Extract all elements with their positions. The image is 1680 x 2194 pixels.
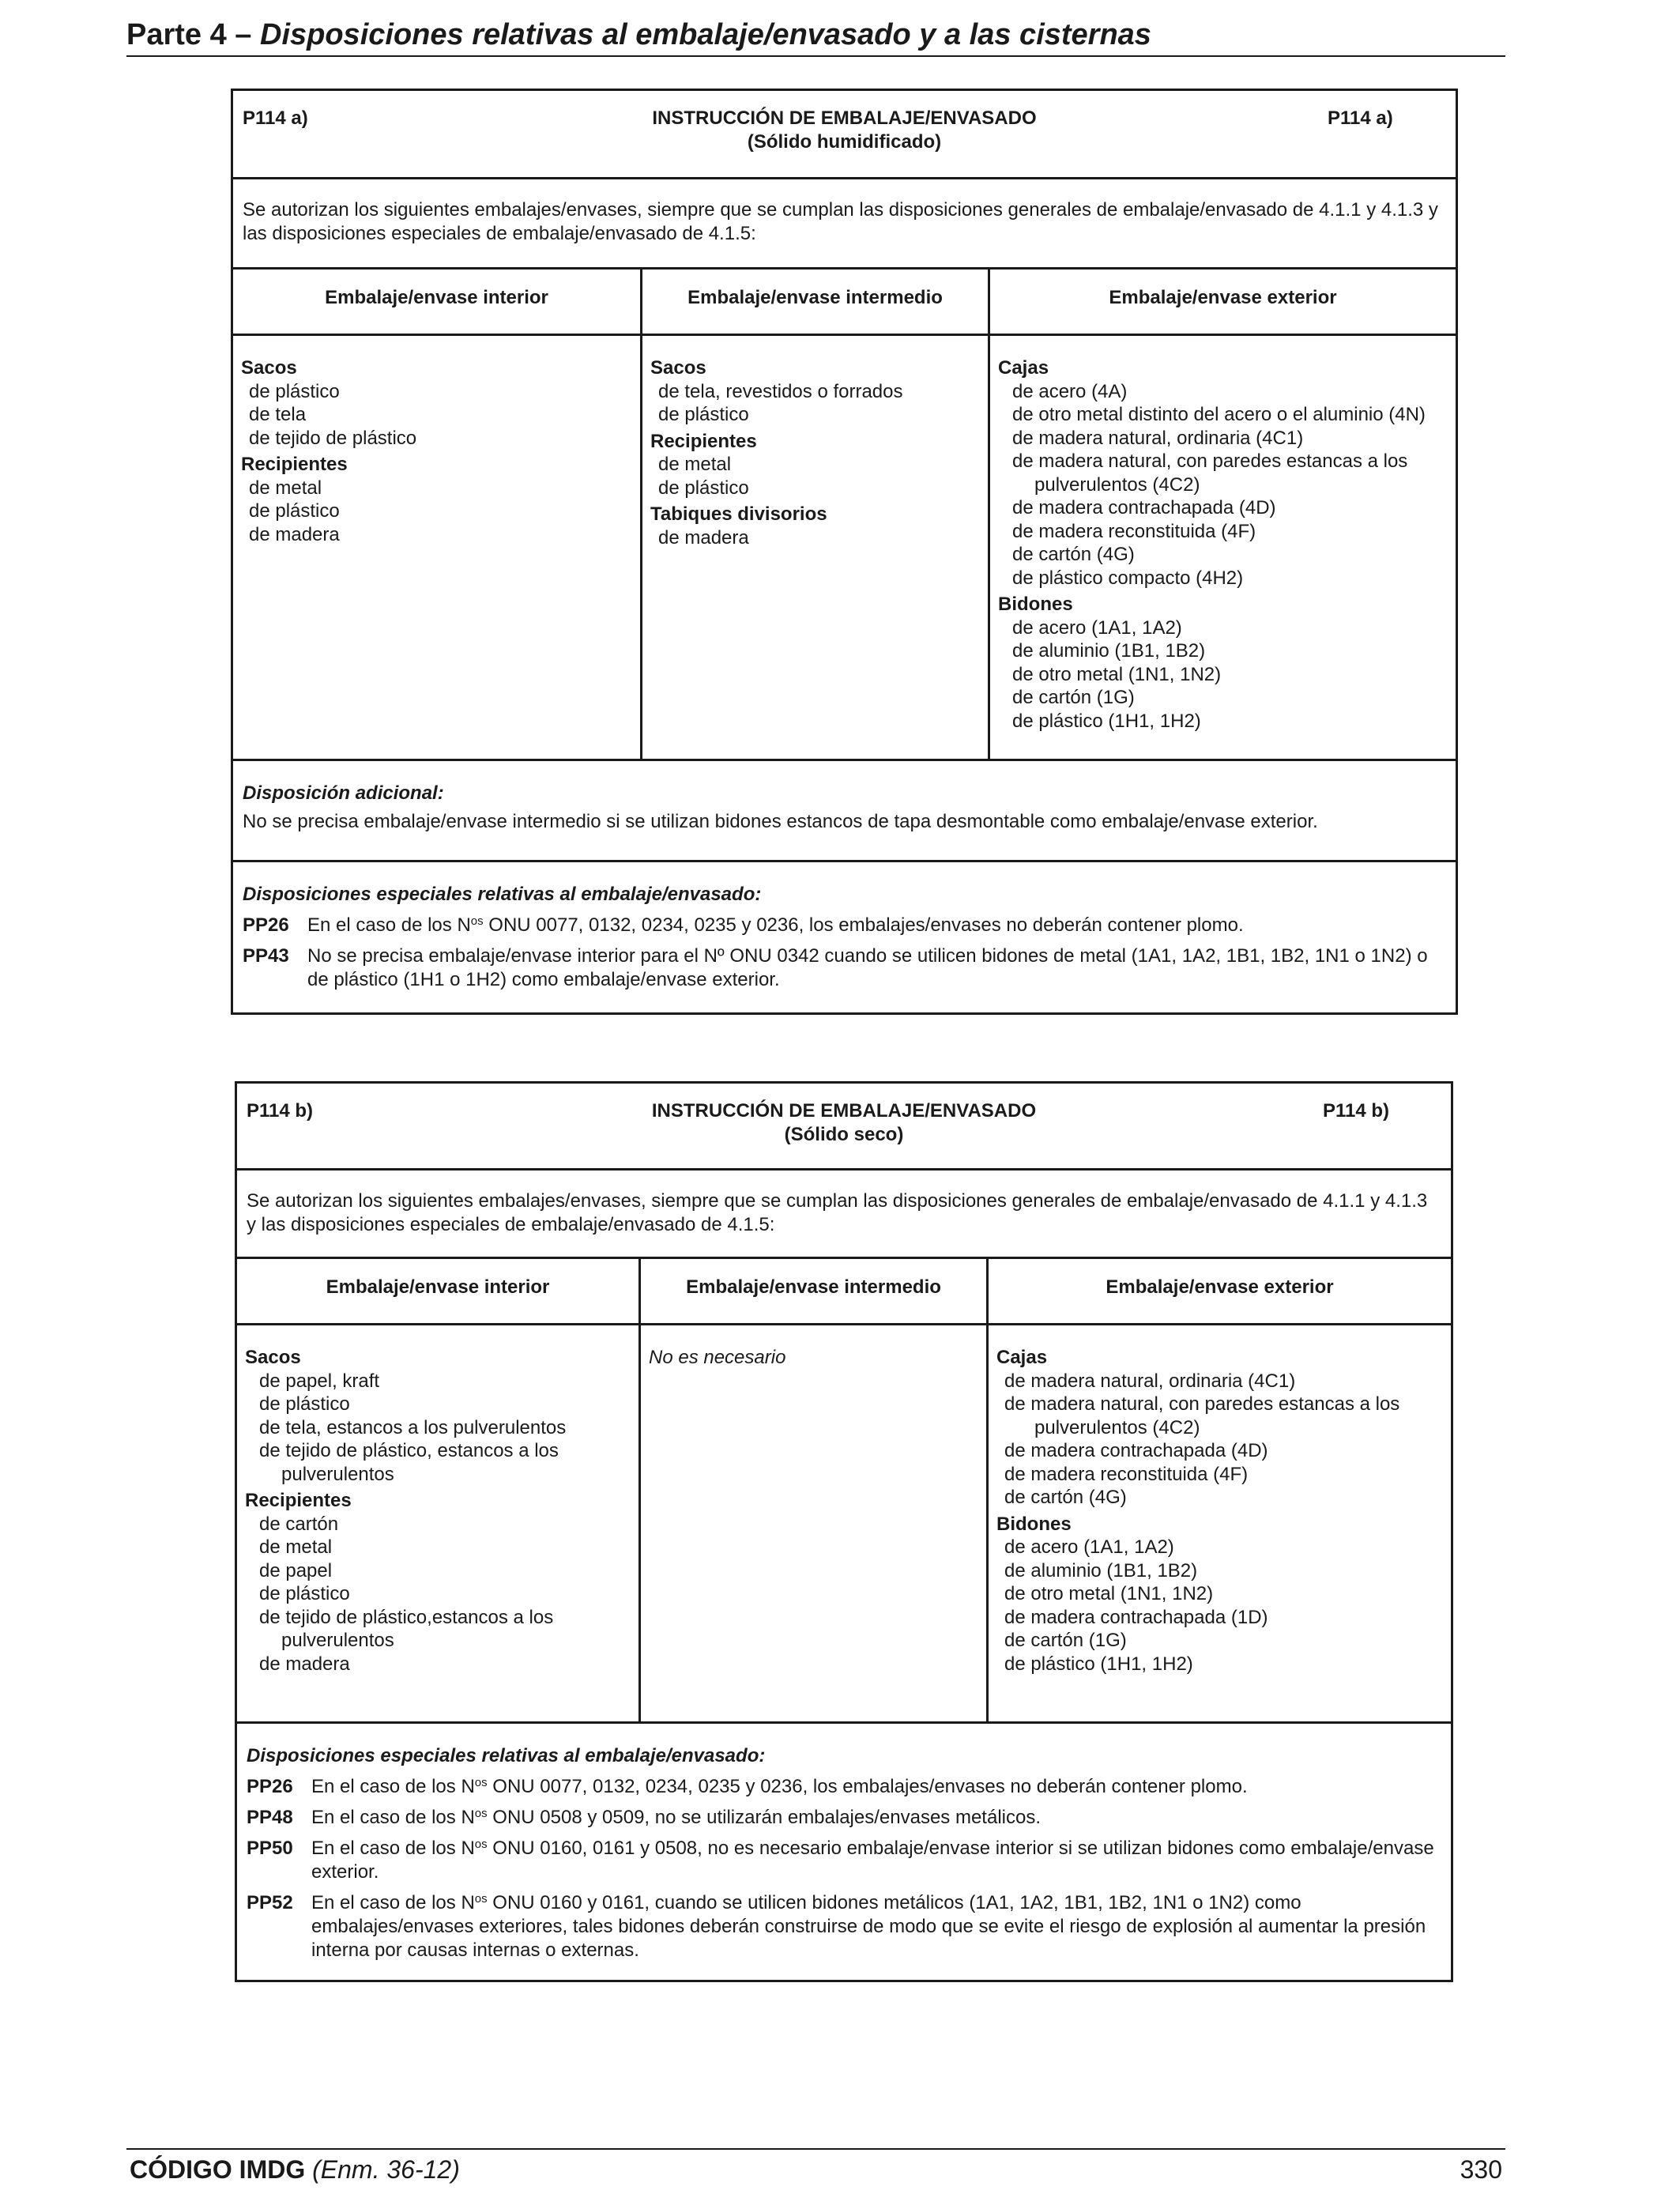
intro-row (237, 1171, 1451, 1259)
exterior-column (989, 1325, 1451, 1721)
list-item: de acero (1A1, 1A2) (1004, 1536, 1174, 1558)
additional-text: No se precisa embalaje/envase intermedio si se utilizan bidones estancos de tapa desmontable como embalaje/envase exterior. (243, 811, 1318, 832)
page-footer (126, 2148, 1505, 2191)
list-item: de madera contrachapada (1D) (1004, 1606, 1268, 1628)
instruction-code-left: P114 a) (243, 107, 308, 129)
provision-code: PP50 (247, 1838, 293, 1859)
instruction-box-p114a (231, 89, 1458, 1015)
list-item: de tela, revestidos o forrados (658, 380, 903, 402)
page-number: 330 (1460, 2155, 1502, 2184)
col-header-label: Embalaje/envase interior (325, 287, 548, 308)
provision-text (311, 1837, 1441, 1884)
list-item: de tela, estancos a los pulverulentos (259, 1416, 567, 1438)
part-label: Parte 4 – (126, 18, 260, 51)
provision-text-post: ONU 0508 y 0509, no se utilizarán embalajes/envases metálicos. (487, 1807, 1041, 1828)
provision-code: PP48 (247, 1807, 293, 1828)
col-header-intermedio (642, 270, 990, 334)
list-item: de metal (259, 1536, 333, 1558)
special-provision (247, 1775, 1441, 1799)
title-row (233, 91, 1456, 179)
list-item: de madera natural, ordinaria (4C1) (1004, 1370, 1296, 1392)
interior-column (237, 1325, 641, 1721)
group-heading: Bidones (996, 1513, 1072, 1535)
special-provision (247, 1837, 1441, 1884)
list-item: de tela (249, 404, 307, 425)
column-header-row (237, 1259, 1451, 1325)
instruction-code-right: P114 b) (1322, 1100, 1390, 1122)
intermedio-column (642, 336, 990, 759)
provision-text: No se precisa embalaje/envase interior para el Nº ONU 0342 cuando se utilicen bidones de metal (1A1, 1A2, 1B1, 1B2, 1N1 o 1N2) o de plástico (1H1 o 1H2) como embalaje/envase exterior. (307, 945, 1428, 990)
instruction-code-left: P114 b) (247, 1100, 314, 1122)
special-provision (247, 1806, 1441, 1830)
special-heading: Disposiciones especiales relativas al embalaje/envasado: (243, 884, 762, 905)
amendment-label: (Enm. 36-12) (312, 2155, 460, 2184)
list-item: de metal (249, 477, 322, 499)
list-item: de cartón (1G) (1012, 687, 1135, 708)
provision-text (307, 914, 1446, 937)
list-item: pulverulentos (281, 1463, 394, 1485)
intro-text: Se autorizan los siguientes embalajes/envases, siempre que se cumplan las disposiciones generales de embalaje/envasado de 4.1.1 y 4.1.3 y las disposiciones especiales de embalaje/envasado de 4.1.5: (247, 1190, 1428, 1235)
provision-text-pre: En el caso de los N (311, 1838, 475, 1859)
provision-text-post: ONU 0160 y 0161, cuando se utilicen bidones metálicos (1A1, 1A2, 1B1, 1B2, 1N1 o 1N2) como embalajes/envases exteriores, tales bidones deberán construirse de modo que se evite el riesgo de explosión al aumentar la presión interna por causas internas o externas. (311, 1892, 1426, 1961)
provision-text-sup: os (474, 1892, 488, 1906)
list-item: pulverulentos (4C2) (1034, 1416, 1200, 1438)
instruction-box-p114b (235, 1081, 1453, 1982)
group-heading: Sacos (241, 357, 297, 379)
instruction-code-right: P114 a) (1327, 107, 1393, 129)
intro-text: Se autorizan los siguientes embalajes/envases, siempre que se cumplan las disposiciones generales de embalaje/envasado de 4.1.1 y 4.1.3 y las disposiciones especiales de embalaje/envasado de 4.1.5: (243, 199, 1438, 244)
provision-text-pre: En el caso de los N (311, 1892, 475, 1913)
list-item: de otro metal distinto del acero o el aluminio (4N) (1012, 404, 1426, 425)
page-title: Disposiciones relativas al embalaje/envasado y a las cisternas (260, 18, 1151, 51)
provision-text-post: ONU 0160, 0161 y 0508, no es necesario embalaje/envase interior si se utilizan bidones como embalaje/envase exterior. (311, 1838, 1434, 1883)
list-item: de plástico (1H1, 1H2) (1012, 710, 1201, 732)
provision-text-sup: os (470, 914, 484, 928)
not-required-text: No es necesario (649, 1347, 786, 1368)
list-item: de madera natural, con paredes estancas a los (1004, 1393, 1400, 1415)
group-heading: Bidones (998, 594, 1073, 615)
provision-text-pre: En el caso de los N (311, 1807, 475, 1828)
provision-text-sup: os (474, 1776, 488, 1789)
publication-name: CÓDIGO IMDG (130, 2155, 313, 2184)
instruction-heading: INSTRUCCIÓN DE EMBALAJE/ENVASADO (651, 1100, 1037, 1122)
footer-title (130, 2150, 460, 2189)
col-header-intermedio (641, 1259, 989, 1323)
list-item: de otro metal (1N1, 1N2) (1012, 663, 1222, 685)
list-item: de cartón (4G) (1004, 1487, 1127, 1508)
list-item: de plástico (249, 380, 340, 402)
title-row (237, 1084, 1451, 1171)
col-header-label: Embalaje/envase interior (326, 1276, 550, 1298)
instruction-subtitle: (Sólido humidificado) (747, 131, 942, 153)
special-provisions-row (237, 1724, 1451, 1980)
list-item: de papel, kraft (259, 1370, 380, 1392)
packaging-row (233, 336, 1456, 761)
col-header-label: Embalaje/envase intermedio (687, 287, 943, 308)
list-item: de acero (4A) (1012, 380, 1128, 402)
list-item: de madera contrachapada (4D) (1004, 1440, 1268, 1461)
provision-code: PP26 (247, 1776, 293, 1797)
list-item: de otro metal (1N1, 1N2) (1004, 1583, 1214, 1604)
group-heading: Recipientes (241, 454, 348, 475)
list-item: de acero (1A1, 1A2) (1012, 616, 1182, 639)
col-header-label: Embalaje/envase exterior (1106, 1276, 1334, 1298)
col-header-interior (233, 270, 642, 334)
page-header (126, 14, 1505, 57)
provision-text-pre: En el caso de los N (307, 914, 471, 936)
group-heading: Cajas (996, 1347, 1048, 1368)
provision-text-sup: os (474, 1807, 488, 1820)
col-header-label: Embalaje/envase intermedio (686, 1276, 941, 1298)
list-item: de cartón (259, 1513, 339, 1535)
list-item: de papel (259, 1559, 333, 1581)
packaging-row (237, 1325, 1451, 1724)
list-item: de tejido de plástico, estancos a los (259, 1440, 559, 1461)
list-item: de tejido de plástico (249, 427, 417, 449)
special-provisions-row (233, 862, 1456, 1012)
list-item: de plástico (1H1, 1H2) (1004, 1653, 1193, 1675)
special-provision (243, 944, 1446, 992)
instruction-title (652, 1099, 1036, 1147)
group-heading: Tabiques divisorios (650, 503, 827, 525)
col-header-exterior (989, 1259, 1451, 1323)
special-provision (247, 1891, 1441, 1962)
list-item: de madera (658, 526, 749, 548)
list-item: de plástico (249, 500, 340, 522)
list-item: de aluminio (1B1, 1B2) (1012, 640, 1206, 662)
group-heading: Recipientes (650, 430, 757, 452)
list-item: de madera natural, con paredes estancas a los (1012, 450, 1408, 472)
intermedio-column (641, 1325, 989, 1721)
list-item: de madera natural, ordinaria (4C1) (1012, 427, 1304, 449)
list-item: de plástico (259, 1393, 350, 1415)
col-header-label: Embalaje/envase exterior (1109, 287, 1337, 308)
list-item: de cartón (4G) (1012, 544, 1135, 565)
list-item: de cartón (1G) (1004, 1630, 1127, 1651)
provision-text-post: ONU 0077, 0132, 0234, 0235 y 0236, los embalajes/envases no deberán contener plomo. (487, 1776, 1248, 1797)
list-item: de plástico (658, 477, 749, 499)
provision-text-post: ONU 0077, 0132, 0234, 0235 y 0236, los embalajes/envases no deberán contener plomo. (483, 914, 1244, 936)
list-item: de plástico (658, 404, 749, 425)
column-header-row (233, 270, 1456, 336)
provision-code: PP43 (243, 945, 289, 967)
special-heading: Disposiciones especiales relativas al embalaje/envasado: (247, 1745, 766, 1766)
interior-column (233, 336, 642, 759)
provision-text (311, 1891, 1441, 1962)
instruction-title (652, 107, 1036, 154)
group-heading: Sacos (650, 357, 706, 379)
group-heading: Cajas (998, 357, 1049, 379)
group-heading: Recipientes (245, 1490, 352, 1511)
list-item: pulverulentos (281, 1630, 394, 1651)
instruction-heading: INSTRUCCIÓN DE EMBALAJE/ENVASADO (652, 107, 1037, 129)
list-item: de madera reconstituida (4F) (1004, 1463, 1249, 1485)
special-provision (243, 914, 1446, 937)
instruction-subtitle: (Sólido seco) (784, 1124, 904, 1145)
list-item: de plástico (259, 1583, 350, 1604)
provision-text-pre: En el caso de los N (311, 1776, 475, 1797)
additional-provision-row (233, 761, 1456, 862)
col-header-interior (237, 1259, 641, 1323)
provision-text (311, 1775, 1441, 1799)
provision-code: PP52 (247, 1892, 293, 1913)
provision-code: PP26 (243, 914, 289, 936)
list-item: de madera reconstituida (4F) (1012, 520, 1256, 542)
list-item: de madera contrachapada (4D) (1012, 497, 1276, 518)
list-item: de madera (249, 523, 340, 545)
provision-text (311, 1806, 1441, 1830)
col-header-exterior (990, 270, 1456, 334)
provision-text-sup: os (474, 1838, 488, 1851)
list-item: pulverulentos (4C2) (1034, 473, 1200, 496)
exterior-column (990, 336, 1456, 759)
list-item: de madera (259, 1653, 350, 1675)
additional-heading: Disposición adicional: (243, 782, 444, 804)
list-item: de metal (658, 454, 732, 475)
group-heading: Sacos (245, 1347, 301, 1368)
intro-row (233, 179, 1456, 270)
list-item: de tejido de plástico,estancos a los (259, 1606, 554, 1628)
list-item: de aluminio (1B1, 1B2) (1004, 1559, 1198, 1581)
list-item: de plástico compacto (4H2) (1012, 567, 1244, 589)
